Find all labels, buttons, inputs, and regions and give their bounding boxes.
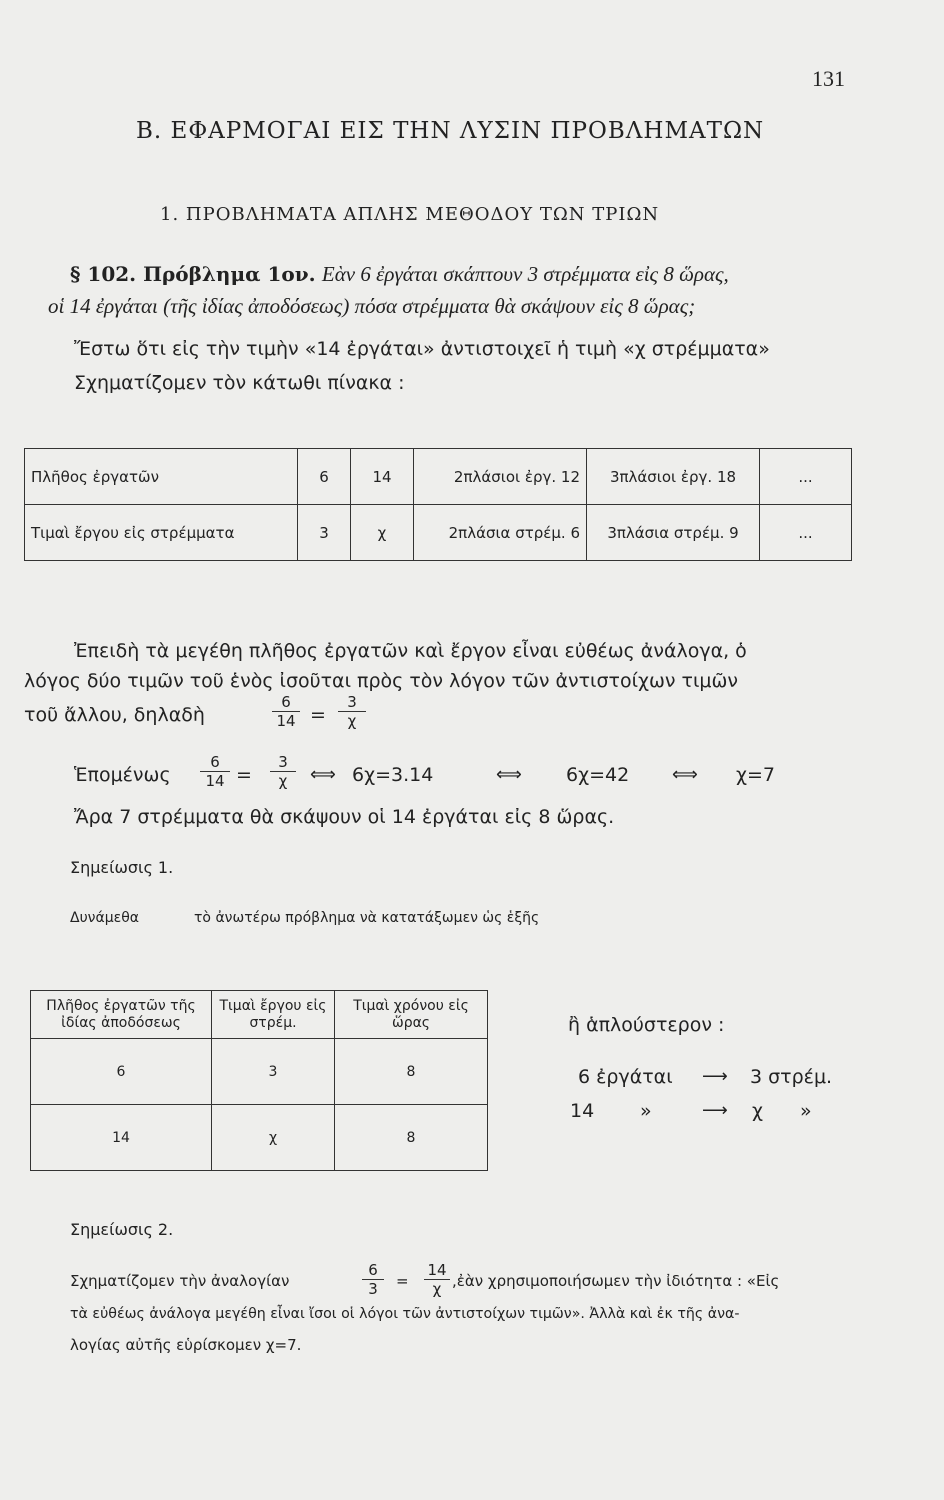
simpler-row2-ditto: » (640, 1100, 652, 1122)
note2-title: Σημείωσις 2. (70, 1220, 174, 1239)
table-cell: 8 (335, 1039, 488, 1105)
equation-step1: 6χ=3.14 (352, 764, 434, 786)
equivalence-arrow-icon: ⟺ (310, 764, 336, 785)
table-cell: 8 (335, 1105, 488, 1171)
paragraph-line3: τοῦ ἄλλου, δηλαδὴ (24, 704, 205, 726)
paragraph-line1: Ἐπειδὴ τὰ μεγέθη πλῆθος ἐργατῶν καὶ ἔργον εἶναι εὐθέως ἀνάλογα, ὁ (74, 640, 747, 662)
fraction-6-14: 6 14 (272, 694, 300, 729)
equivalence-arrow-icon: ⟺ (672, 764, 698, 785)
table-row (25, 449, 852, 505)
arrow-right-icon: ⟶ (702, 1100, 728, 1121)
arrow-right-icon: ⟶ (702, 1066, 728, 1087)
simpler-row2-b: χ (752, 1100, 763, 1122)
eq-fraction-6-14: 6 14 (200, 754, 230, 789)
intro-line2: Σχηματίζομεν τὸν κάτωθι πίνακα : (74, 372, 405, 394)
intro-line1: Ἔστω ὅτι εἰς τὴν τιμὴν «14 ἐργάται» ἀντιστοιχεῖ ἡ τιμὴ «χ στρέμματα» (74, 338, 770, 360)
equation-step2: 6χ=42 (566, 764, 630, 786)
table-header-cell: Πλῆθος ἐργατῶν τῆς ἰδίας ἀποδόσεως (31, 991, 212, 1039)
table-cell: 6 (31, 1039, 212, 1105)
table-cell: 2πλάσιοι ἐργ. 12 (414, 449, 587, 505)
table-summary (30, 990, 488, 1171)
note1-title: Σημείωσις 1. (70, 858, 174, 877)
paragraph-line2: λόγος δύο τιμῶν τοῦ ἑνὸς ἰσοῦται πρὸς τὸν λόγον τῶν ἀντιστοίχων τιμῶν (24, 670, 739, 692)
table-cell: χ (351, 505, 414, 561)
table-cell: Πλῆθος ἐργατῶν (25, 449, 298, 505)
problem-statement (70, 262, 729, 287)
table-workers-work (24, 448, 852, 561)
note2-equals-sign: = (396, 1272, 409, 1290)
problem-text-line2: οἱ 14 ἐργάται (τῆς ἰδίας ἀποδόσεως) πόσα στρέμματα θὰ σκάψουν εἰς 8 ὥρας; (48, 294, 696, 318)
table-header-cell: Τιμαὶ ἔργου εἰς στρέμ. (212, 991, 335, 1039)
note2-line2: τὰ εὐθέως ἀνάλογα μεγέθη εἶναι ἴσοι οἱ λόγοι τῶν ἀντιστοίχων τιμῶν». Ἀλλὰ καὶ ἐκ τῆς ἀνα- (70, 1306, 740, 1322)
table-cell: 14 (31, 1105, 212, 1171)
note2-fraction-14-x: 14 χ (424, 1262, 450, 1297)
table-cell: ... (760, 449, 852, 505)
table-cell: 3πλάσιοι ἐργ. 18 (587, 449, 760, 505)
section-title: Β. ΕΦΑΡΜΟΓΑΙ ΕΙΣ ΤΗΝ ΛΥΣΙΝ ΠΡΟΒΛΗΜΑΤΩΝ (136, 118, 765, 144)
equals-sign: = (310, 704, 326, 726)
note2-post: ,ἐὰν χρησιμοποιήσωμεν τὴν ἰδιότητα : «Εἰς (452, 1272, 780, 1290)
answer-line: Ἄρα 7 στρέμματα θὰ σκάψουν οἱ 14 ἐργάται εἰς 8 ὥρας. (74, 806, 615, 828)
table-row (31, 1039, 488, 1105)
eq-fraction-3-x: 3 χ (270, 754, 296, 789)
table-header-row (31, 991, 488, 1039)
simpler-label: ἢ ἁπλούστερον : (568, 1014, 725, 1036)
note1-text-b: τὸ ἀνωτέρω πρόβλημα νὰ κατατάξωμεν ὡς ἑξῆς (194, 910, 540, 926)
problem-label: § 102. Πρόβλημα 1ον. (70, 262, 316, 286)
simpler-row2-ditto2: » (800, 1100, 812, 1122)
note2-fraction-6-3: 6 3 (362, 1262, 384, 1297)
table-cell: 2πλάσια στρέμ. 6 (414, 505, 587, 561)
note2-pre: Σχηματίζομεν τὴν ἀναλογίαν (70, 1272, 290, 1290)
simpler-row1-b: 3 στρέμ. (750, 1066, 833, 1088)
simpler-row1-a: 6 ἐργάται (578, 1066, 673, 1088)
table-cell: χ (212, 1105, 335, 1171)
table-cell: 14 (351, 449, 414, 505)
table-row (25, 505, 852, 561)
eq-equals-sign: = (236, 764, 252, 786)
table-cell: 3 (212, 1039, 335, 1105)
table-row (31, 1105, 488, 1171)
note1-text-a: Δυνάμεθα (70, 910, 139, 926)
note2-line3: λογίας αὐτῆς εὑρίσκομεν χ=7. (70, 1336, 302, 1354)
therefore-label: Ἑπομένως (74, 764, 171, 786)
problem-text-line1: Εὰν 6 ἐργάται σκάπτουν 3 στρέμματα εἰς 8 ὥρας, (321, 262, 729, 286)
fraction-3-x: 3 χ (338, 694, 366, 729)
equation-step3: χ=7 (736, 764, 775, 786)
table-cell: ... (760, 505, 852, 561)
table-header-cell: Τιμαὶ χρόνου εἰς ὥρας (335, 991, 488, 1039)
table-cell: 3πλάσια στρέμ. 9 (587, 505, 760, 561)
simpler-row2-a: 14 (570, 1100, 595, 1122)
table-cell: 6 (298, 449, 351, 505)
page-number: 131 (812, 66, 845, 91)
subsection-title: 1. ΠΡΟΒΛΗΜΑΤΑ ΑΠΛΗΣ ΜΕΘΟΔΟΥ ΤΩΝ ΤΡΙΩΝ (160, 204, 660, 225)
table-cell: Τιμαὶ ἔργου εἰς στρέμματα (25, 505, 298, 561)
equivalence-arrow-icon: ⟺ (496, 764, 522, 785)
table-cell: 3 (298, 505, 351, 561)
